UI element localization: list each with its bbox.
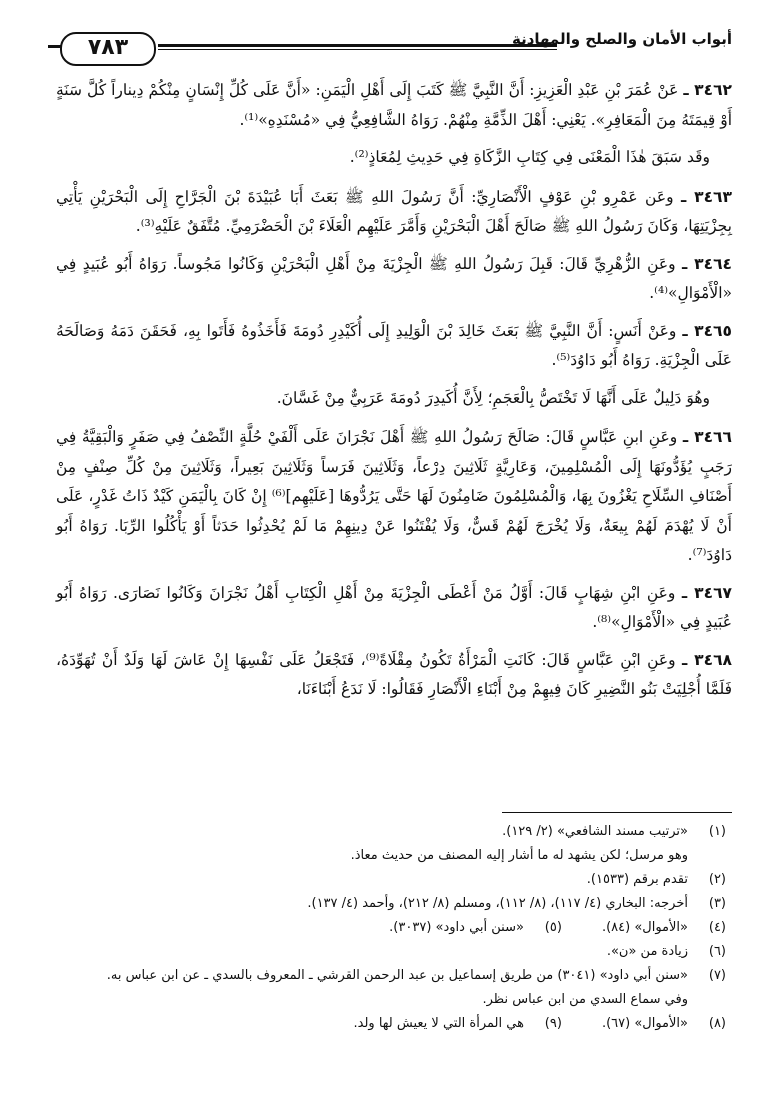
footnote-separator — [502, 812, 732, 813]
hadith-3463 — [56, 183, 732, 242]
page-header — [48, 14, 732, 62]
footnote-line: وهو مرسل؛ لكن يشهد له ما أشار إليه المصنف من حديث معاذ. — [350, 848, 688, 863]
hadith-number: ٣٤٦٨ ـ — [682, 650, 732, 669]
commentary-text: وقَد سَبَقَ هٰذَا الْمَعْنَى فِي كِتَابِ الزَّكَاةِ فِي حَدِيثِ لِمُعَاذٍ⁽²⁾. — [349, 148, 710, 166]
footnote-1 — [56, 820, 732, 868]
hadith-number: ٣٤٦٢ ـ — [683, 81, 732, 99]
hadith-text: وعَنِ ابْنِ شِهَابٍ قَالَ: أَوَّلُ مَنْ أَعْطَى الْجِزْيَةَ مِنْ أَهْلِ الْكِتَابِ أَهْلُ نَجْرَانَ وَكَانُوا نَصَارَى. رَوَاهُ أَبُو عُبَيدٍ فِي «الْأَمْوَالِ»⁽⁸⁾. — [56, 583, 732, 631]
hadith-number: ٣٤٦٣ ـ — [680, 187, 732, 206]
hadith-3462 — [56, 76, 732, 135]
hadith-text: وعَنْ أَنَسٍ: أَنَّ النَّبِيَّ ﷺ بَعَثَ خَالِدَ بْنَ الْوَلِيدِ إِلَى أُكَيْدِرِ دُومَةَ فَأَخَذُوهُ فَأَتَوا بِهِ، فَحَقَنَ دَمَهُ وَصَالَحَهُ عَلَى الْجِزْيَةِ. رَوَاهُ أَبُو دَاوُدَ⁽⁵⁾. — [56, 321, 732, 369]
header-rule-tail — [48, 45, 62, 48]
footnote-number: (٧) — [708, 968, 726, 983]
hadith-3467 — [56, 579, 732, 638]
footnote-line: أخرجه: البخاري (٤/ ١١٧)، (٨/ ١١٢)، ومسلم (٨/ ٢١٢)، وأحمد (٤/ ١٣٧). — [307, 896, 688, 911]
header-rule — [158, 44, 557, 50]
footnotes — [56, 820, 732, 1036]
footnote-number: (٤) — [708, 920, 726, 935]
footnote-line: زيادة من «ن». — [606, 944, 688, 959]
hadith-text: وعَنِ الزُّهْرِيِّ قَالَ: قَبِلَ رَسُولُ اللهِ ﷺ الْجِزْيَةَ مِنْ أَهْلِ الْبَحْرَيْنِ وَكَانُوا مَجُوساً. رَوَاهُ أَبُو عُبَيدٍ فِي «الْأَمْوَالِ»⁽⁴⁾. — [56, 254, 732, 302]
hadith-text: وعَن عَمْرِو بْنِ عَوْفٍ الْأَنْصَارِيِّ: أَنَّ رَسُولَ اللهِ ﷺ بَعَثَ أَبَا عُبَيْدَةَ بْنَ الْجَرَّاحِ إِلَى الْبَحْرَيْنِ يَأْتِي بِجِزْيَتِهَا، وَكَانَ رَسُولُ اللهِ ﷺ صَالَحَ أَهْلَ الْبَحْرَيْنِ وَأَمَّرَ عَلَيْهِم الْعَلَاءَ بْنَ الْحَضْرَمِيِّ. مُتَّفَقٌ عَلَيْهِ⁽³⁾. — [56, 187, 732, 235]
commentary — [56, 384, 732, 414]
footnote-line: «الأموال» (٨٤). — [601, 920, 688, 935]
main-text — [56, 76, 732, 713]
hadith-number: ٣٤٦٤ ـ — [682, 254, 732, 273]
footnote-7 — [56, 964, 732, 1012]
footnote-number: (٣) — [708, 896, 726, 911]
footnote-number: (١) — [708, 824, 726, 839]
hadith-number: ٣٤٦٧ ـ — [681, 583, 732, 602]
hadith-text: عَنْ عُمَرَ بْنِ عَبْدِ الْعَزِيزِ: أَنَّ النَّبِيَّ ﷺ كَتَبَ إِلَى أَهْلِ الْيَمَنِ: «أَنَّ عَلَى كُلِّ إِنْسَانٍ مِنْكُمْ دِيناراً كُلَّ سَنَةٍ أَوْ قِيمَتَهُ مِنَ الْمَعَافِرِ». يَعْنِي: أَهْلَ الذِّمَّةِ مِنْهُمْ. رَوَاهُ الشَّافِعِيُّ فِي «مُسْنَدِهِ»⁽¹⁾. — [56, 81, 732, 129]
footnote-number: (٢) — [708, 872, 726, 887]
hadith-number: ٣٤٦٥ ـ — [682, 321, 732, 340]
footnote-number: (٩) — [544, 1016, 562, 1031]
footnote-4-5 — [56, 916, 732, 940]
hadith-number: ٣٤٦٦ ـ — [682, 428, 732, 446]
page-number: ٧٨٣ — [60, 32, 156, 66]
hadith-text: وعَنِ ابنِ عَبَّاسٍ قَالَ: صَالَحَ رَسُولُ اللهِ ﷺ أَهْلَ نَجْرَانَ عَلَى أَلْفَيْ حُلَّةٍ النِّصْفُ فِي صَفَرٍ وَالْبَقِيَّةُ فِي رَجَبٍ يُؤَدُّونَهَا إِلَى الْمُسْلِمِينَ، وَعَارِيَّةٍ ثَلَاثِينَ دِرْعاً، وَثَلَاثِينَ فَرَساً وَثَلَاثِينَ بَعِيراً، وَثَلَاثِينَ مِنْ كُلِّ صِنْفٍ مِنْ أَصْنَافِ السِّلَاحِ يَغْزُونَ بِهَا، وَالْمُسْلِمُونَ ضَامِنُونَ لَهَا حَتَّى يَرُدُّوهَا [عَلَيْهِم]⁽⁶⁾ إِنْ كَانَ بِالْيَمَنِ كَيْدٌ ذَاتُ غَدْرٍ، عَلَى أَنْ لَا يُهْدَمَ لَهُمْ بِيعَةٌ، وَلَا يُخْرَجَ لَهُمْ قَسٌّ، وَلَا يُفْتَنُوا عَنْ دِينِهِمْ مَا لَمْ يُحْدِثُوا حَدَثاً أَوْ يَأْكُلُوا الرِّبَا. رَوَاهُ أَبُو دَاوُدَ⁽⁷⁾. — [56, 428, 732, 564]
footnote-line: هي المرأة التي لا يعيش لها ولد. — [353, 1016, 524, 1031]
footnote-number: (٦) — [708, 944, 726, 959]
hadith-3468 — [56, 646, 732, 705]
hadith-text: وعَنِ ابْنِ عَبَّاسٍ قَالَ: كَانَتِ الْمَرْأَةُ تَكُونُ مِقْلَاةً⁽⁹⁾، فَتَجْعَلُ عَلَى نَفْسِهَا إِنْ عَاشَ لَهَا وَلَدٌ أَنْ تُهَوِّدَهُ، فَلَمَّا أُجْلِيَتْ بَنُو النَّضِيرِ كَانَ فِيهِمْ مِنْ أَبْنَاءِ الْأَنْصَارِ فَقَالُوا: لَا نَدَعُ أَبْنَاءَنَا، — [56, 650, 732, 698]
footnote-2 — [56, 868, 732, 892]
footnote-line: تقدم برقم (١٥٣٣). — [586, 872, 688, 887]
footnote-8-9 — [56, 1012, 732, 1036]
footnote-line: «الأموال» (٦٧). — [601, 1016, 688, 1031]
running-title: أبواب الأمان والصلح والمهادنة — [511, 30, 732, 48]
hadith-3464 — [56, 250, 732, 309]
footnote-line: «سنن أبي داود» (٣٠٣٧). — [389, 920, 524, 935]
footnote-number: (٥) — [544, 920, 562, 935]
footnote-line: وفي سماع السدي من ابن عباس نظر. — [482, 992, 688, 1007]
commentary — [56, 143, 732, 173]
commentary-text: وهُوَ دَلِيلٌ عَلَى أَنَّهَا لَا تَخْتَصُّ بِالْعَجَمِ؛ لِأَنَّ أُكَيدِرَ دُومَةَ عَرَبِيٌّ مِنْ غَسَّانَ. — [276, 388, 710, 407]
footnote-6 — [56, 940, 732, 964]
hadith-3466 — [56, 423, 732, 571]
hadith-3465 — [56, 317, 732, 376]
footnote-line: «سنن أبي داود» (٣٠٤١) من طريق إسماعيل بن عبد الرحمن القرشي ـ المعروف بالسدي ـ عن ابن عباس به. — [106, 968, 688, 983]
footnote-number: (٨) — [708, 1016, 726, 1031]
footnote-3 — [56, 892, 732, 916]
footnote-line: «ترتيب مسند الشافعي» (٢/ ١٢٩). — [502, 824, 688, 839]
